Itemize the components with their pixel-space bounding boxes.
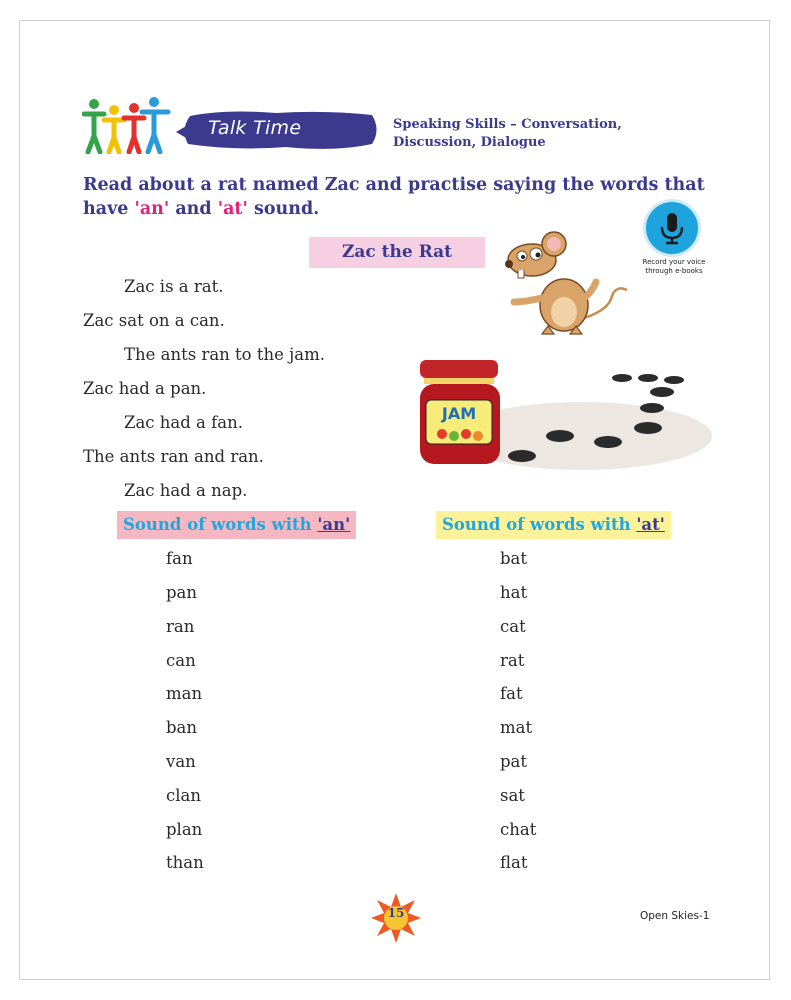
page-number: 15 (387, 906, 405, 920)
an-words-heading (117, 511, 356, 539)
an-heading-key: 'an' (317, 515, 351, 534)
record-caption-line-1: Record your voice (642, 258, 706, 266)
at-word: flat (500, 853, 528, 872)
story-line: Zac had a fan. (124, 413, 243, 432)
story-line: Zac had a pan. (83, 379, 207, 398)
at-word: bat (500, 549, 528, 568)
at-heading-text: Sound of words with (442, 515, 637, 534)
book-name: Open Skies-1 (640, 910, 710, 922)
skills-line-2: Discussion, Dialogue (393, 135, 546, 150)
speaking-skills-caption (393, 116, 622, 152)
at-word: pat (500, 752, 528, 771)
an-heading-text: Sound of words with (123, 515, 318, 534)
at-word: sat (500, 786, 525, 805)
record-voice-caption (634, 258, 714, 276)
at-heading-key: 'at' (636, 515, 665, 534)
record-caption-line-2: through e-books (645, 267, 703, 275)
an-word: van (166, 752, 196, 771)
at-word: chat (500, 820, 537, 839)
instruction-text (83, 173, 723, 221)
at-word: fat (500, 684, 523, 703)
story-line: The ants ran to the jam. (124, 345, 325, 364)
talk-time-title: Talk Time (208, 117, 302, 139)
at-word: mat (500, 718, 533, 737)
instruction-part-3: sound. (247, 199, 320, 219)
instruction-part-1: Read about a rat named Zac and practise saying the words that have (83, 175, 705, 219)
talk-time-people-icon (82, 96, 172, 154)
an-word: clan (166, 786, 201, 805)
an-word: pan (166, 583, 198, 602)
an-word: man (166, 684, 203, 703)
story-line: The ants ran and ran. (83, 447, 264, 466)
rat-illustration (484, 230, 629, 340)
page-frame (19, 20, 770, 980)
an-word: plan (166, 820, 203, 839)
an-word: than (166, 853, 204, 872)
story-title: Zac the Rat (309, 237, 485, 268)
an-word: ran (166, 617, 195, 636)
an-word: can (166, 651, 196, 670)
at-word: cat (500, 617, 526, 636)
story-line: Zac had a nap. (124, 481, 248, 500)
at-word: hat (500, 583, 528, 602)
an-word: ban (166, 718, 198, 737)
microphone-icon (646, 202, 698, 254)
instruction-part-2: and (169, 199, 218, 219)
instruction-at: 'at' (217, 199, 248, 219)
skills-line-1: Speaking Skills – Conversation, (393, 117, 622, 132)
an-word: fan (166, 549, 193, 568)
at-words-heading (436, 511, 671, 539)
jam-and-ants-illustration (412, 356, 712, 476)
at-word: rat (500, 651, 525, 670)
story-line: Zac sat on a can. (83, 311, 225, 330)
record-voice-widget[interactable] (628, 202, 712, 282)
record-voice-button[interactable] (646, 202, 698, 254)
jam-label: JAM (441, 404, 477, 423)
story-line: Zac is a rat. (124, 277, 224, 296)
instruction-an: 'an' (134, 199, 170, 219)
